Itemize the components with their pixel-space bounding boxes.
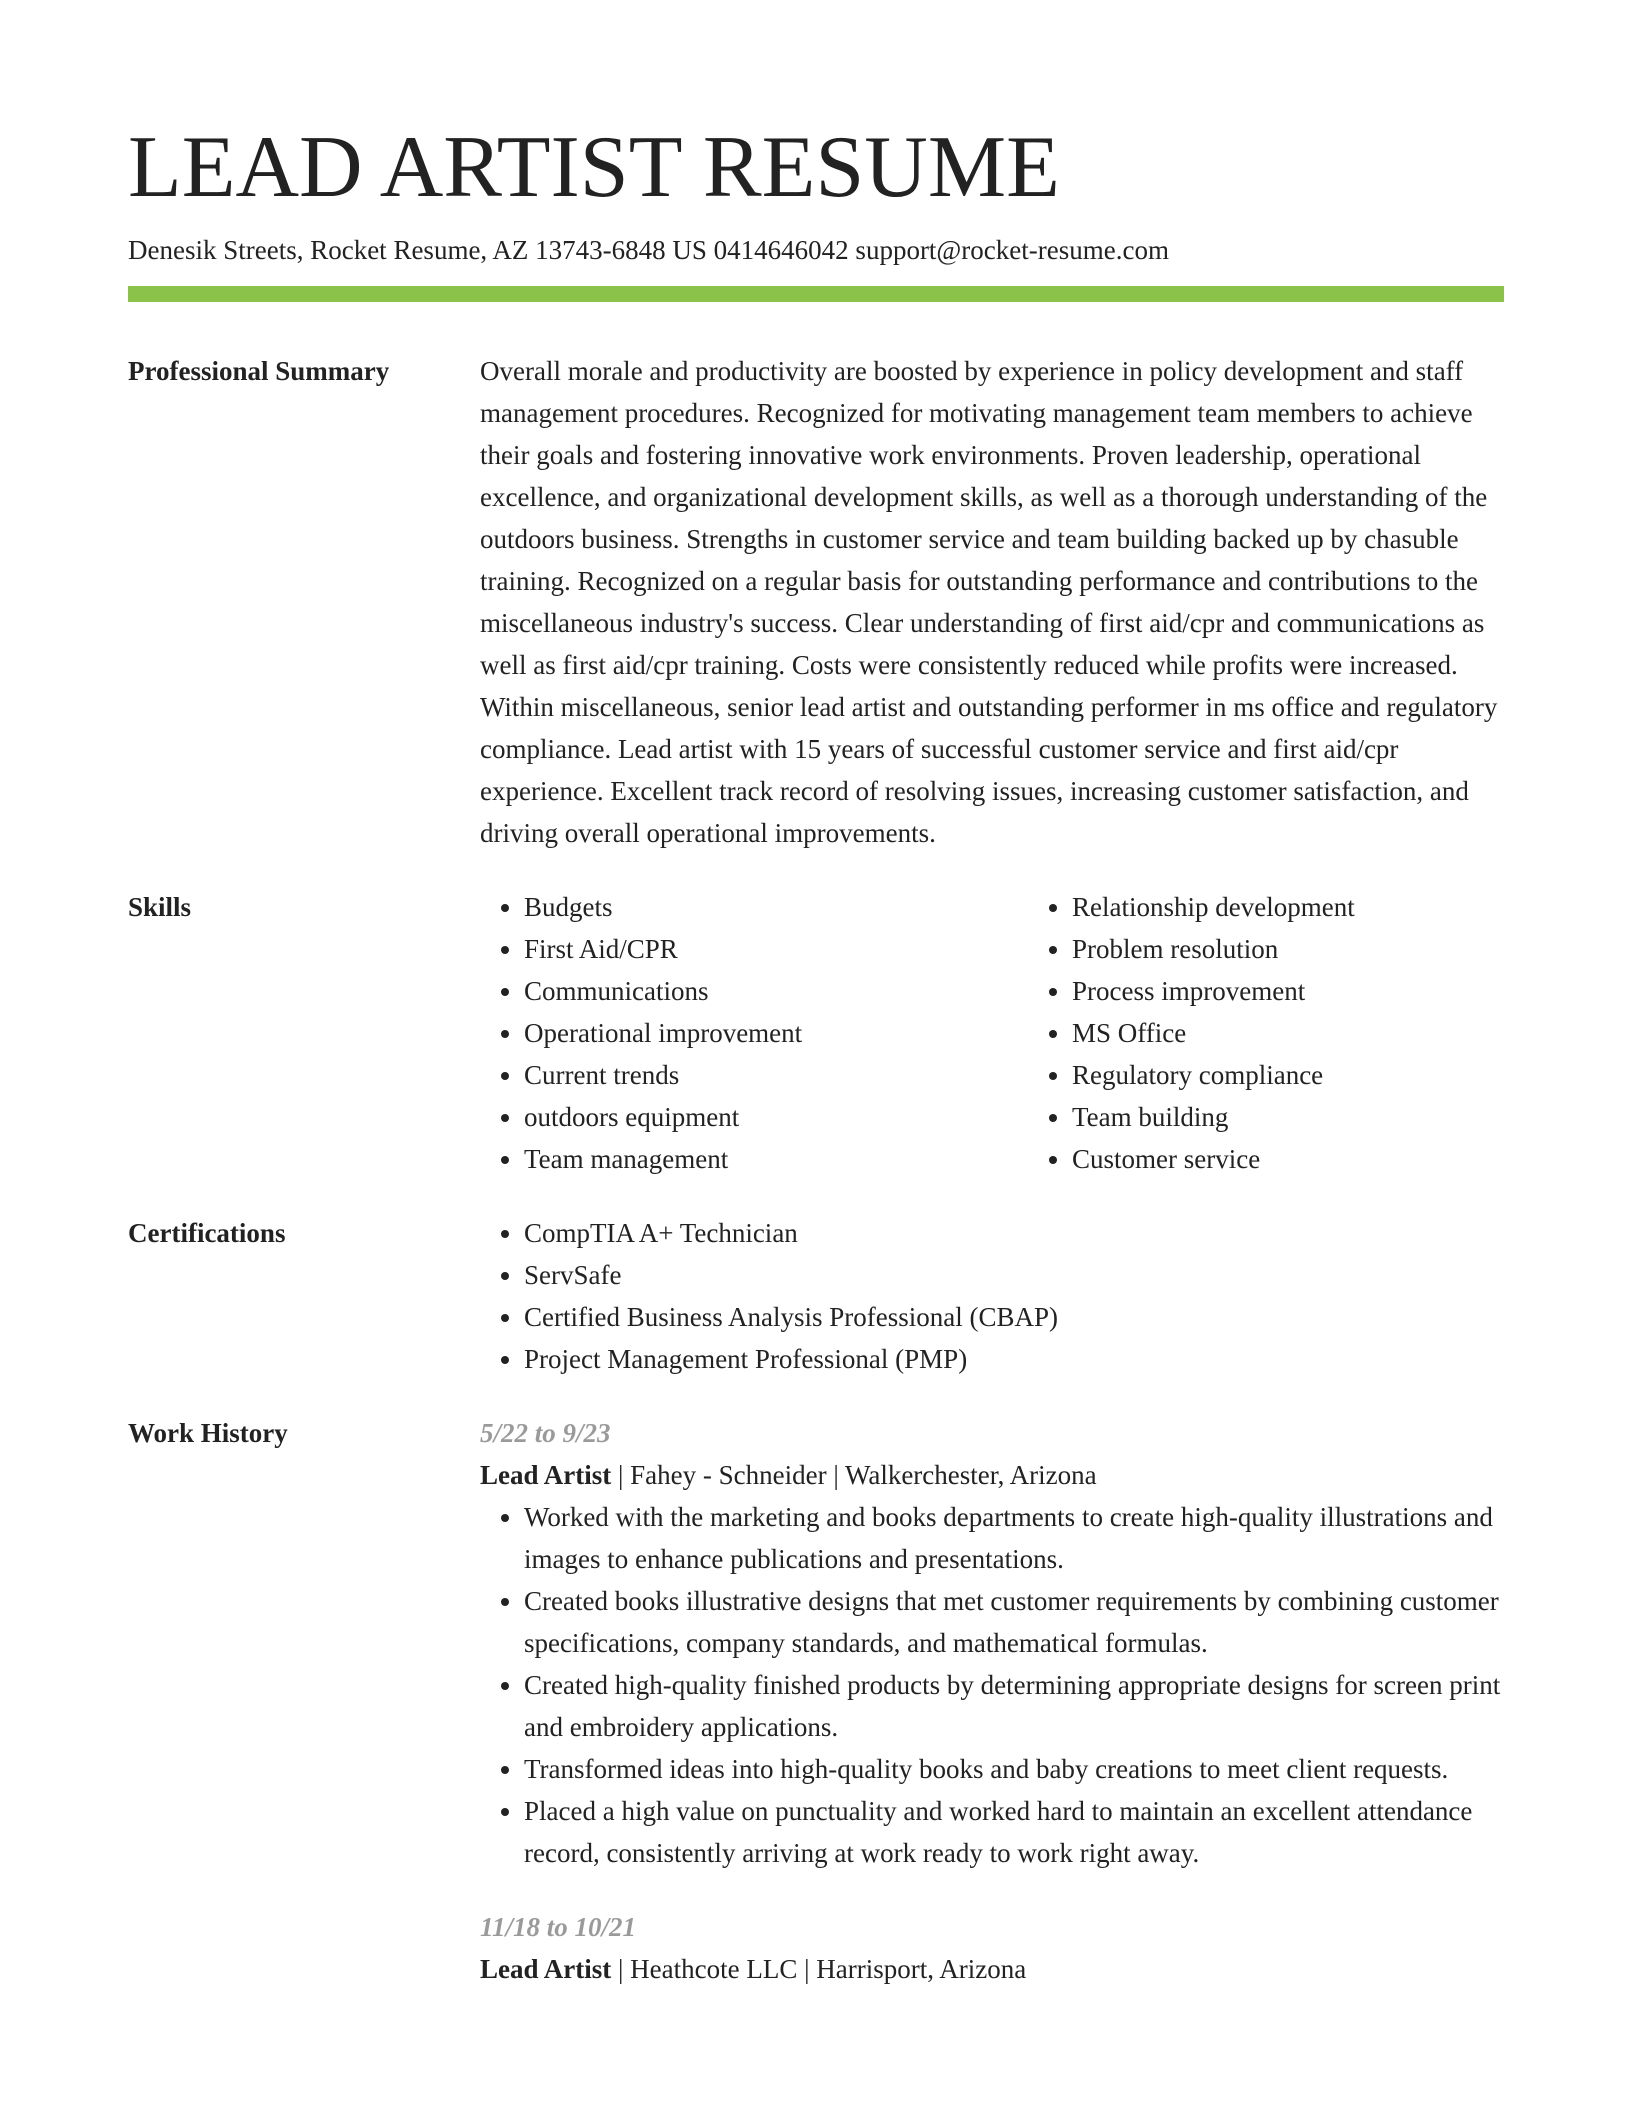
- job-duty-item: • Transformed ideas into high-quality books and baby creations to meet client requests.: [524, 1748, 1504, 1790]
- skill-item: • Current trends: [524, 1054, 1028, 1096]
- skill-item: • Relationship development: [1072, 886, 1576, 928]
- job-title: Lead Artist: [480, 1954, 612, 1984]
- skill-item: • Team management: [524, 1138, 1028, 1180]
- job-entry: [480, 1412, 1504, 1874]
- job-employer-location: | Fahey - Schneider | Walkerchester, Arizona: [611, 1460, 1097, 1490]
- skill-item: • Team building: [1072, 1096, 1576, 1138]
- section-label-skills: Skills: [128, 892, 192, 922]
- skill-item: • Process improvement: [1072, 970, 1576, 1012]
- job-title: Lead Artist: [480, 1460, 612, 1490]
- section-label-work-history: Work History: [128, 1418, 288, 1448]
- skills-list-right: [1028, 886, 1576, 1180]
- work-history-section: [128, 1412, 1504, 1990]
- job-duties-list: [480, 1496, 1504, 1874]
- certification-item: • Project Management Professional (PMP): [524, 1338, 1504, 1380]
- summary-text: Overall morale and productivity are boosted by experience in policy development and staff management procedures. Recognized for motivating management team members to achieve their goals and fostering innovative work environments. Proven leadership, operational excellence, and organizational development skills, as well as a thorough understanding of the outdoors business. Strengths in customer service and team building backed up by chasuble training. Recognized on a regular basis for outstanding performance and contributions to the miscellaneous industry's success. Clear understanding of first aid/cpr and communications as well as first aid/cpr training. Costs were consistently reduced while profits were increased. Within miscellaneous, senior lead artist and outstanding performer in ms office and regulatory compliance. Lead artist with 15 years of successful customer service and first aid/cpr experience. Excellent track record of resolving issues, increasing customer satisfaction, and driving overall operational improvements.: [480, 356, 1498, 848]
- certification-item: • ServSafe: [524, 1254, 1504, 1296]
- contact-line: Denesik Streets, Rocket Resume, AZ 13743-6848 US 0414646042 support@rocket-resume.com: [128, 235, 1169, 265]
- section-label-certifications: Certifications: [128, 1218, 286, 1248]
- job-entry: [480, 1906, 1504, 1990]
- job-dates: 11/18 to 10/21: [480, 1912, 637, 1942]
- resume-title: LEAD ARTIST RESUME: [128, 119, 1060, 216]
- skill-item: • MS Office: [1072, 1012, 1576, 1054]
- skill-item: • outdoors equipment: [524, 1096, 1028, 1138]
- job-dates: 5/22 to 9/23: [480, 1418, 611, 1448]
- job-heading: [480, 1454, 1504, 1496]
- skill-item: • Operational improvement: [524, 1012, 1028, 1054]
- accent-divider: [128, 286, 1504, 302]
- job-duty-item: • Created high-quality finished products by determining appropriate designs for screen print and embroidery applications.: [524, 1664, 1504, 1748]
- skills-list-left: [480, 886, 1028, 1180]
- skill-item: • First Aid/CPR: [524, 928, 1028, 970]
- skill-item: • Customer service: [1072, 1138, 1576, 1180]
- skills-columns: [480, 886, 1576, 1180]
- certification-item: • CompTIA A+ Technician: [524, 1212, 1504, 1254]
- skills-section: [128, 886, 1504, 1180]
- skill-item: • Budgets: [524, 886, 1028, 928]
- summary-section: [128, 350, 1504, 854]
- skill-item: • Problem resolution: [1072, 928, 1576, 970]
- job-employer-location: | Heathcote LLC | Harrisport, Arizona: [611, 1954, 1027, 1984]
- certifications-section: [128, 1212, 1504, 1380]
- certification-item: • Certified Business Analysis Professional (CBAP): [524, 1296, 1504, 1338]
- section-label-summary: Professional Summary: [128, 356, 390, 386]
- job-duty-item: • Created books illustrative designs that met customer requirements by combining customer specifications, company standards, and mathematical formulas.: [524, 1580, 1504, 1664]
- skill-item: • Regulatory compliance: [1072, 1054, 1576, 1096]
- skill-item: • Communications: [524, 970, 1028, 1012]
- job-duty-item: • Worked with the marketing and books departments to create high-quality illustrations and images to enhance publications and presentations.: [524, 1496, 1504, 1580]
- certifications-list: [480, 1212, 1504, 1380]
- job-heading: [480, 1948, 1504, 1990]
- job-duty-item: • Placed a high value on punctuality and worked hard to maintain an excellent attendance record, consistently arriving at work ready to work right away.: [524, 1790, 1504, 1874]
